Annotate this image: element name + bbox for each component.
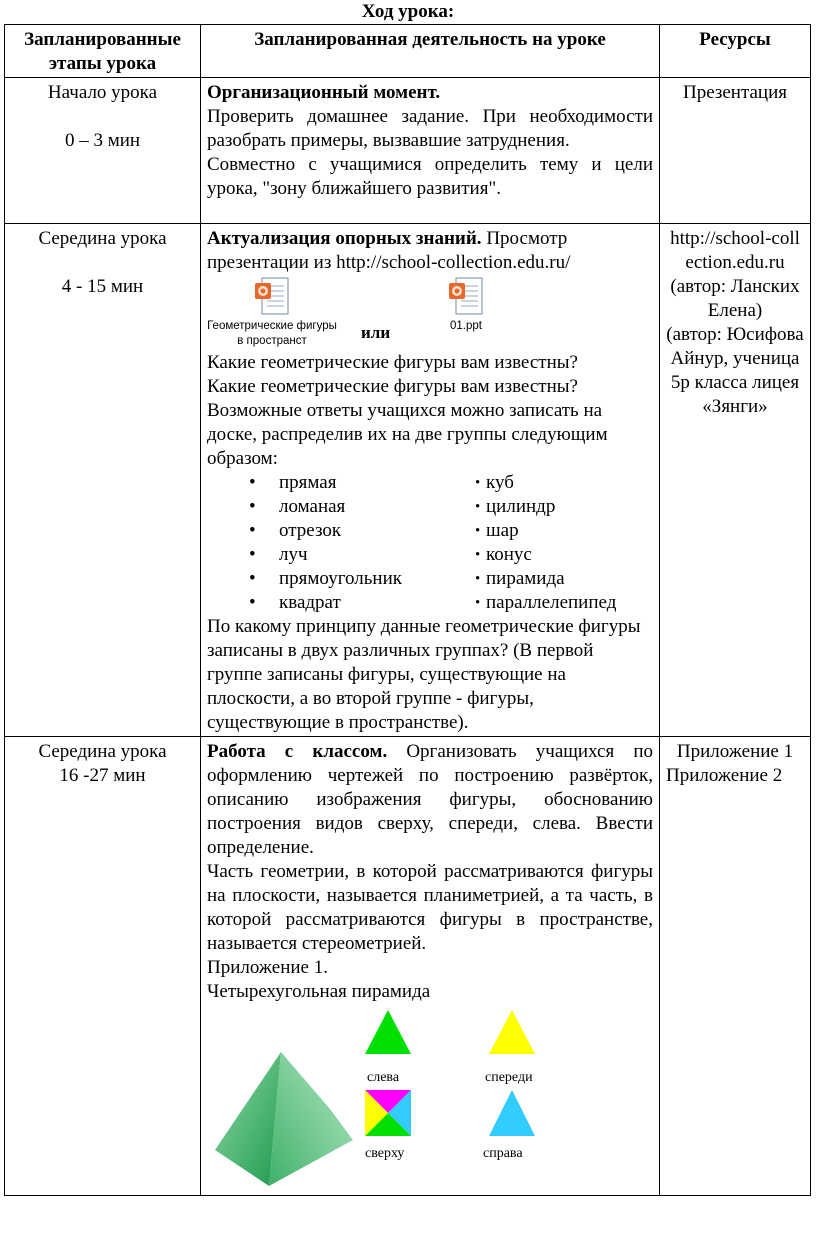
resource-cell [660,224,811,737]
resource-author: (автор: Ланских Елена) [670,276,800,321]
header-stages: Запланированные этапы урока [5,25,201,78]
stage-label: Начало урока [47,82,158,103]
stage-cell [5,737,201,1196]
list-item: • отрезок [249,519,475,543]
ppt-file-icon [253,277,291,319]
or-label: или [361,323,391,342]
definition-paragraph: Часть геометрии, в которой рассматриваются фигуры на плоскости, называется планиметрией, а та часть, в которой рассматриваются фигуры в пространстве, называется стереометрией. [207,861,653,954]
activity-cell [201,78,660,224]
file-attachment-1[interactable] [207,277,337,349]
resource-cell [660,737,811,1196]
list-item: • куб [475,471,616,495]
list-item: • квадрат [249,591,475,615]
list-item: • ломаная [249,495,475,519]
list-item: • прямоугольник [249,567,475,591]
list-item: • пирамида [475,567,616,591]
list-item: • луч [249,543,475,567]
table-row [5,737,811,1196]
activity-cell [201,737,660,1196]
view-label-top: сверху [365,1146,405,1161]
top-view-square [363,1088,413,1138]
figure-title: Четырехугольная пирамида [207,981,431,1002]
header-resources: Ресурсы [660,25,811,78]
stage-time: 16 -27 мин [59,765,146,786]
resource-text: Приложение 2 [666,765,783,786]
header-activity: Запланированная деятельность на уроке [201,25,660,78]
stage-time: 0 – 3 мин [64,130,141,151]
pyramid-image [211,1048,361,1188]
activity-paragraph: Проверить домашнее задание. При необходимости разобрать примеры, вызвавшие затруднения. [207,106,653,151]
list-item: • цилиндр [475,495,616,519]
activity-paragraph: Возможные ответы учащихся можно записать на доске, распределив их на две группы следующим образом: [207,400,608,469]
resource-author: (автор: Юсифова Айнур, ученица 5р класса лицея «Зянги» [666,324,804,417]
activity-intro: Просмотр презентации из http://school-collection.edu.ru/ [207,228,571,273]
file-attachment-2[interactable] [401,277,531,334]
stage-label: Середина урока [38,741,167,762]
right-view-triangle [487,1088,537,1138]
attached-files [207,277,653,351]
table-row [5,78,811,224]
view-label-right: справа [483,1146,523,1161]
list-item: • прямая [249,471,475,495]
view-label-left: слева [367,1070,400,1085]
front-view-triangle [487,1008,537,1056]
lesson-plan-table [4,24,811,1196]
resource-cell [660,78,811,224]
activity-heading: Актуализация опорных знаний. [207,228,482,249]
activity-paragraph: По какому принципу данные геометрические фигуры записаны в двух различных группах? (В первой группе записаны фигуры, существующие на плоскости, а во второй группе - фигуры, существующие в пространстве). [207,616,641,733]
activity-paragraph: Организовать учащихся по оформлению чертежей по построению развёрток, описанию изображения фигуры, обоснованию построения видов сверху, спереди, слева. Ввести определение. [207,741,653,858]
question: Какие геометрические фигуры вам известны? [207,376,578,397]
pyramid-figure [207,1004,653,1194]
list-item: • параллелепипед [475,591,616,615]
activity-cell [201,224,660,737]
space-shapes-list [475,471,616,615]
plane-shapes-list [207,471,475,615]
activity-paragraph: Совместно с учащимися определить тему и цели урока, "зону ближайшего развития". [207,154,653,199]
list-item: • шар [475,519,616,543]
left-view-triangle [363,1008,413,1056]
page-title: Ход урока: [361,1,455,22]
question: Какие геометрические фигуры вам известны? [207,352,578,373]
stage-label: Середина урока [38,228,167,249]
file-name: Геометрические фигуры в пространст [207,320,337,347]
shape-lists [207,471,653,615]
resource-link[interactable]: http://school-collection.edu.ru [670,228,800,273]
table-header-row [5,25,811,78]
stage-cell [5,78,201,224]
resource-text: Приложение 1 [676,741,794,762]
stage-cell [5,224,201,737]
stage-time: 4 - 15 мин [61,276,144,297]
file-name: 01.ppt [450,320,482,332]
resource-text: Презентация [682,82,788,103]
view-label-front: спереди [485,1070,533,1085]
activity-heading: Работа с классом. [207,741,388,762]
appendix-label: Приложение 1. [207,957,328,978]
activity-heading: Организационный момент. [207,82,441,103]
table-row [5,224,811,737]
ppt-file-icon [447,277,485,319]
list-item: • конус [475,543,616,567]
